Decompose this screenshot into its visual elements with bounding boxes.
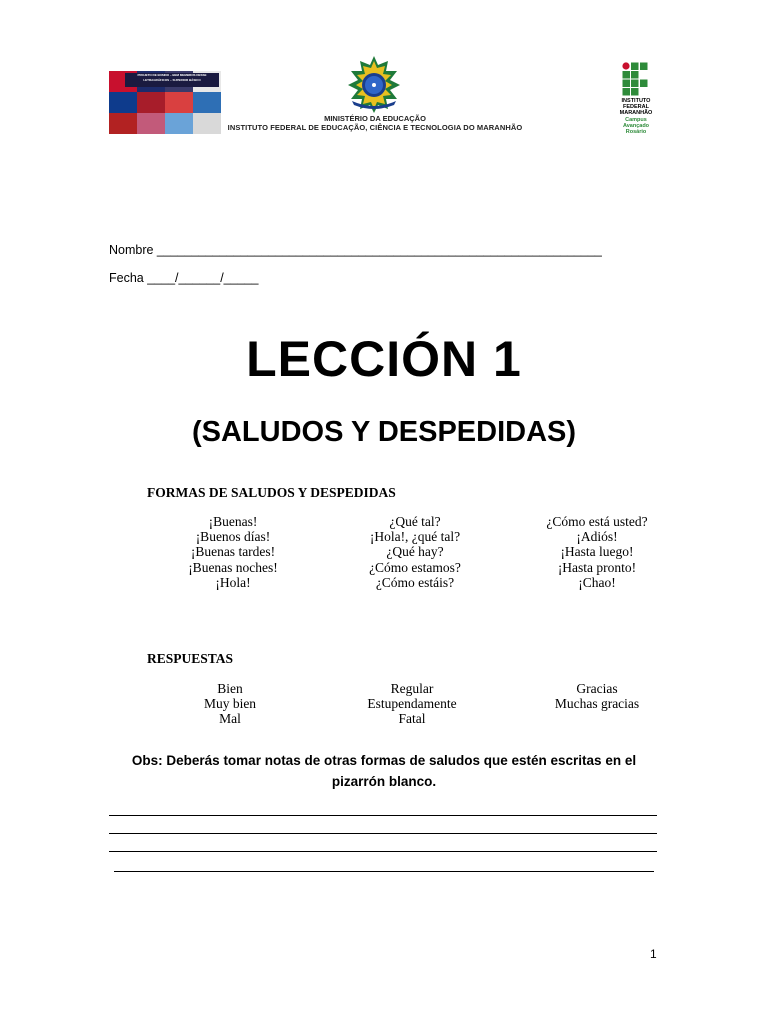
greeting-item: ¿Qué tal? xyxy=(389,514,441,529)
greeting-item: ¿Cómo estamos? xyxy=(369,559,461,575)
greetings-heading: FORMAS DE SALUDOS Y DESPEDIDAS xyxy=(147,485,396,500)
response-item: Estupendamente xyxy=(367,696,457,712)
greeting-item: ¿Qué hay? xyxy=(386,544,444,560)
greeting-item: ¡Chao! xyxy=(578,574,616,590)
obs-note: Obs: Deberás tomar notas de otras formas de saludos que estén escritas en el pizarrón blanco. xyxy=(131,753,637,789)
response-item: Gracias xyxy=(576,681,618,696)
greeting-item: ¡Hasta luego! xyxy=(560,544,634,560)
greeting-item: ¡Buenas tardes! xyxy=(190,544,276,560)
collage-caption: PROJETO DE ENSINO – BEM MEMBROS DESSE LETRAGRÁFICOS – SUPERIOR BÁSICO xyxy=(125,73,219,87)
greeting-item: ¡Buenos días! xyxy=(195,529,271,545)
date-field[interactable]: Fecha ____/______/_____ xyxy=(109,271,259,285)
greeting-item: ¡Hola!, ¿qué tal? xyxy=(369,529,461,545)
response-item: Muchas gracias xyxy=(554,696,640,712)
greeting-item: ¡Adiós! xyxy=(576,529,618,545)
greetings-column-3 xyxy=(512,514,682,590)
responses-column-1 xyxy=(145,681,315,727)
greeting-item: ¿Cómo está usted? xyxy=(546,514,648,529)
lesson-subtitle: (SALUDOS Y DESPEDIDAS) xyxy=(191,416,577,448)
response-item: Muy bien xyxy=(203,696,257,712)
writing-line[interactable] xyxy=(114,871,654,872)
ministry-line: MINISTÉRIO DA EDUCAÇÃO xyxy=(324,114,426,123)
greeting-item: ¡Buenas noches! xyxy=(188,559,278,575)
institute-logo-text xyxy=(612,98,660,135)
logo-line: MARANHÃO xyxy=(619,110,653,117)
name-field[interactable]: Nombre ________________________________________________________________ xyxy=(109,243,602,257)
logo-line: FEDERAL xyxy=(623,104,649,111)
writing-line[interactable] xyxy=(109,815,657,816)
logo-campus: Campus Avançado xyxy=(622,116,650,129)
responses-heading: RESPUESTAS xyxy=(147,651,234,666)
institute-line: INSTITUTO FEDERAL DE EDUCAÇÃO, CIÊNCIA E TECNOLOGIA DO MARANHÃO xyxy=(227,123,523,132)
greetings-column-2 xyxy=(330,514,500,590)
writing-line[interactable] xyxy=(109,851,657,852)
response-item: Regular xyxy=(390,681,434,696)
writing-line[interactable] xyxy=(109,833,657,834)
ministry-heading xyxy=(200,114,550,132)
response-item: Bien xyxy=(217,681,243,696)
logo-line: INSTITUTO xyxy=(621,98,651,104)
response-item: Fatal xyxy=(398,711,426,727)
greeting-item: ¿Cómo estáis? xyxy=(375,574,455,590)
logo-campus: Rosário xyxy=(625,129,647,136)
lesson-title: LECCIÓN 1 xyxy=(246,331,522,387)
page-number: 1 xyxy=(650,947,657,961)
greeting-item: ¡Hasta pronto! xyxy=(557,559,637,575)
greeting-item: ¡Buenas! xyxy=(208,514,258,529)
greeting-item: ¡Hola! xyxy=(215,574,251,590)
responses-column-2 xyxy=(327,681,497,727)
greetings-column-1 xyxy=(148,514,318,590)
coat-of-arms-icon xyxy=(344,55,404,113)
institute-grid-icon xyxy=(622,62,648,96)
responses-column-3 xyxy=(512,681,682,711)
response-item: Mal xyxy=(219,711,241,727)
